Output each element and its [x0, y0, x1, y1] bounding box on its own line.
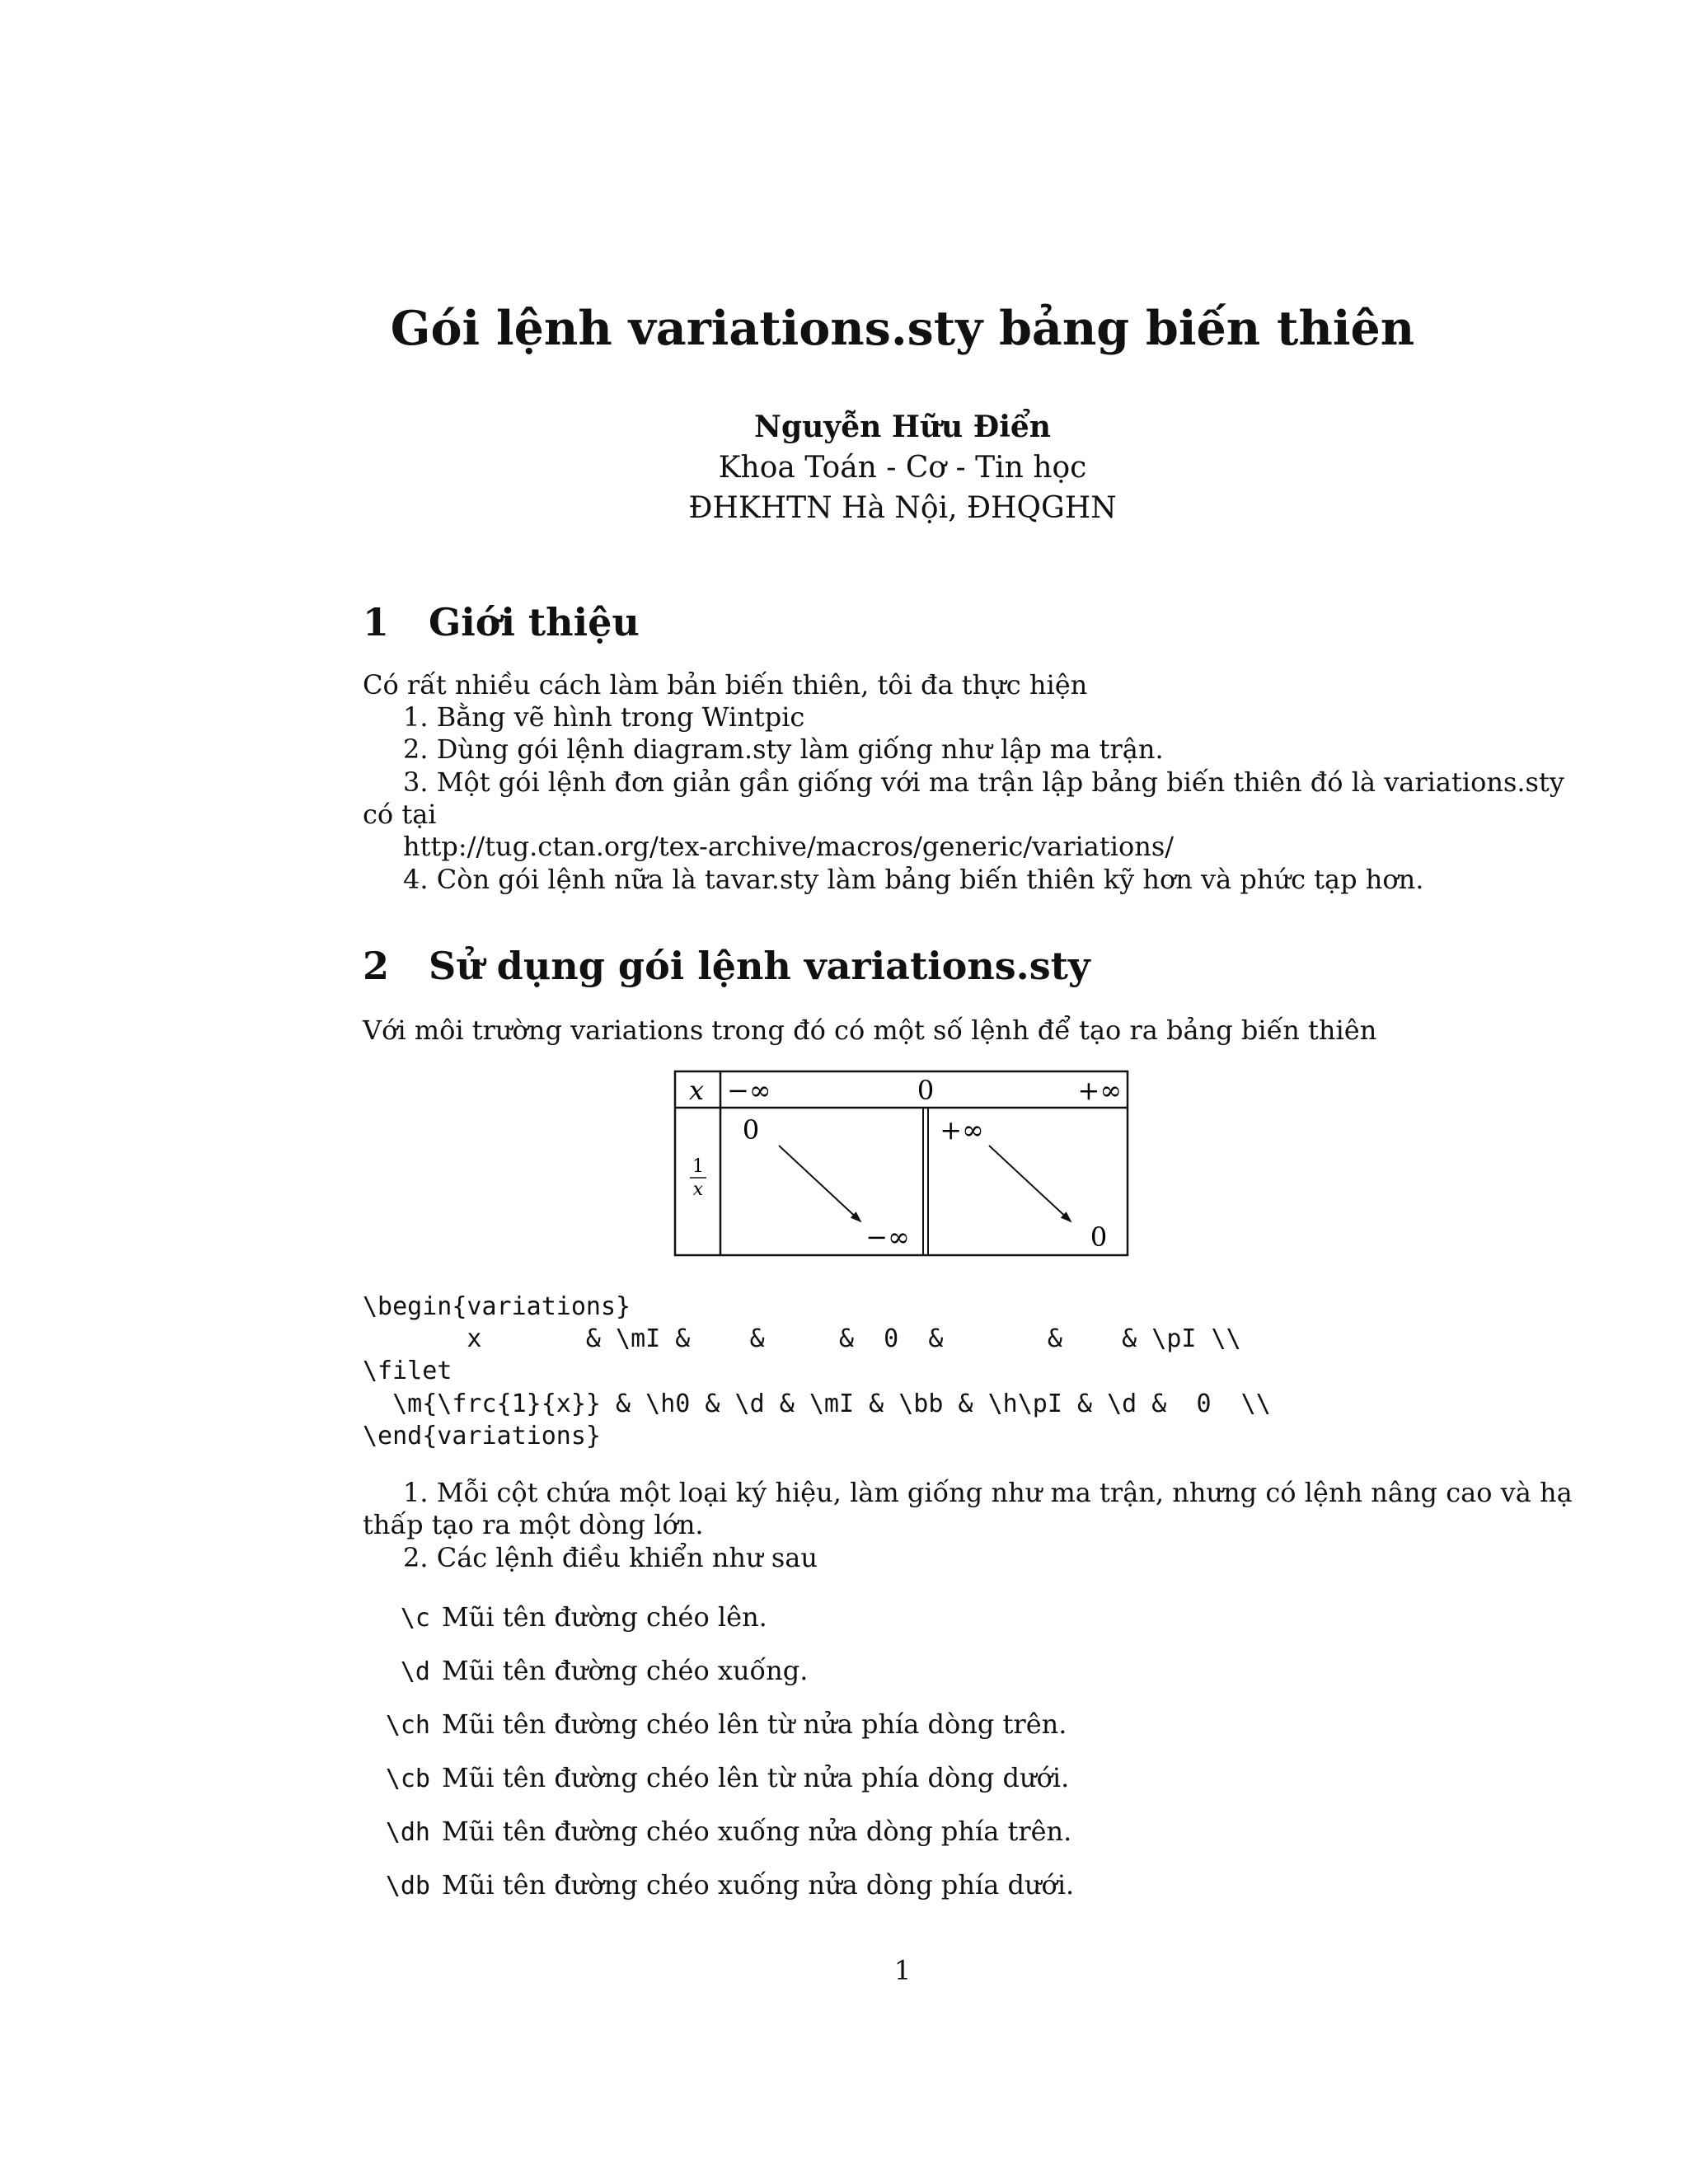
- author-department: Khoa Toán - Cơ - Tin học: [718, 451, 1087, 485]
- command-entry: [373, 1708, 1067, 1740]
- section-2-heading: [363, 944, 1090, 988]
- note-continuation: thấp tạo ra một dòng lớn.: [363, 1509, 704, 1540]
- command-desc: Mũi tên đường chéo lên.: [442, 1601, 767, 1633]
- command-desc: Mũi tên đường chéo lên từ nửa phía dòng trên.: [442, 1708, 1067, 1740]
- command-entry: [373, 1869, 1074, 1900]
- command-entry: [373, 1655, 808, 1686]
- list-item: 1. Bằng vẽ hình trong Wintpic: [403, 701, 805, 733]
- paper-title: Gói lệnh variations.sty bảng biến thiên: [390, 301, 1415, 356]
- left-branch-bottom-value: −∞: [865, 1221, 910, 1253]
- frac-numerator: 1: [692, 1156, 704, 1177]
- command-name: \dh: [385, 1818, 430, 1847]
- command-name: \db: [385, 1872, 430, 1900]
- x-value-plus-inf: +∞: [1077, 1075, 1122, 1106]
- x-label: x: [688, 1075, 705, 1106]
- section-1-title: Giới thiệu: [429, 600, 640, 644]
- command-desc: Mũi tên đường chéo xuống nửa dòng phía dưới.: [442, 1869, 1075, 1900]
- author-name: Nguyễn Hữu Điển: [754, 410, 1051, 444]
- command-desc: Mũi tên đường chéo xuống.: [442, 1655, 809, 1686]
- author-affiliation: ĐHKHTN Hà Nội, ĐHQGHN: [688, 491, 1117, 525]
- section-2-number: 2: [363, 944, 390, 988]
- left-branch-top-value: 0: [742, 1114, 760, 1146]
- command-entry: [373, 1601, 767, 1633]
- command-entry: [373, 1762, 1069, 1793]
- page-number: 1: [893, 1955, 912, 1986]
- list-item: 3. Một gói lệnh đơn giản gần giống với ma trận lập bảng biến thiên đó là variations.sty: [403, 766, 1564, 798]
- ctan-url: http://tug.ctan.org/tex-archive/macros/generic/variations/: [403, 831, 1175, 862]
- section-1-intro: Có rất nhiều cách làm bản biến thiên, tôi đa thực hiện: [363, 669, 1088, 701]
- code-line: \m{\frc{1}{x}} & \h0 & \d & \mI & \bb & \h\pI & \d & 0 \\: [363, 1390, 1271, 1418]
- command-name: \d: [400, 1657, 430, 1686]
- frac-denominator: x: [692, 1179, 704, 1200]
- list-item-continuation: có tại: [363, 799, 437, 830]
- section-2-title: Sử dụng gói lệnh variations.sty: [429, 944, 1090, 988]
- variation-table: [672, 1068, 1133, 1259]
- x-value-zero: 0: [917, 1075, 935, 1106]
- code-line: x & \mI & & & 0 & & & \pI \\: [363, 1324, 1241, 1353]
- command-entry: [373, 1816, 1071, 1847]
- command-name: \ch: [385, 1711, 430, 1740]
- command-desc: Mũi tên đường chéo lên từ nửa phía dòng dưới.: [442, 1762, 1070, 1793]
- note-item: 2. Các lệnh điều khiển như sau: [403, 1542, 818, 1573]
- list-item: 4. Còn gói lệnh nữa là tavar.sty làm bảng biến thiên kỹ hơn và phức tạp hơn.: [403, 864, 1424, 895]
- decreasing-arrow-left: [779, 1146, 860, 1221]
- right-branch-bottom-value: 0: [1090, 1221, 1108, 1253]
- code-line: \begin{variations}: [363, 1292, 631, 1321]
- section-1-heading: [363, 600, 640, 644]
- decreasing-arrow-right: [989, 1146, 1071, 1221]
- x-value-minus-inf: −∞: [727, 1075, 771, 1106]
- code-line: \filet: [363, 1357, 452, 1385]
- code-line: \end{variations}: [363, 1422, 601, 1451]
- right-branch-top-value: +∞: [940, 1114, 984, 1146]
- note-item: 1. Mỗi cột chứa một loại ký hiệu, làm giống như ma trận, nhưng có lệnh nâng cao và hạ: [403, 1477, 1573, 1508]
- section-1-number: 1: [363, 600, 390, 644]
- command-name: \cb: [385, 1765, 430, 1793]
- list-item: 2. Dùng gói lệnh diagram.sty làm giống như lập ma trận.: [403, 733, 1164, 765]
- command-name: \c: [400, 1604, 430, 1633]
- command-desc: Mũi tên đường chéo xuống nửa dòng phía trên.: [442, 1816, 1072, 1847]
- section-2-intro: Với môi trường variations trong đó có một số lệnh để tạo ra bảng biến thiên: [363, 1015, 1377, 1046]
